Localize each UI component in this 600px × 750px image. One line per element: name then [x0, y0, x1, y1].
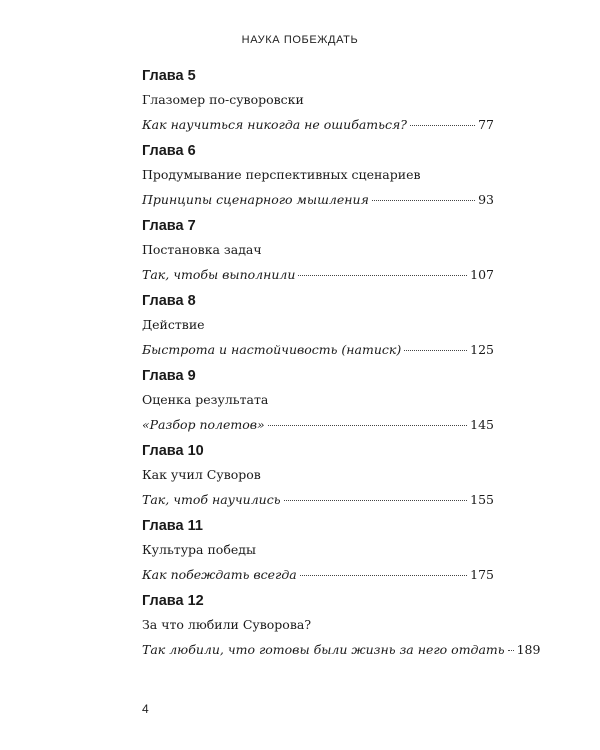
chapter-label: Глава 10 — [142, 443, 204, 459]
dot-leader — [284, 500, 468, 501]
chapter-subtitle: Так, чтобы выполнили — [142, 267, 296, 282]
dot-leader — [404, 350, 467, 351]
page-number: 155 — [470, 492, 494, 507]
page-number: 93 — [478, 192, 494, 207]
chapter-label: Глава 6 — [142, 143, 196, 159]
page-number: 145 — [470, 417, 494, 432]
chapter-subtitle-line — [142, 341, 494, 359]
dot-leader — [410, 125, 475, 126]
chapter-label: Глава 8 — [142, 293, 196, 309]
chapter-subtitle: Так, чтоб научились — [142, 492, 281, 507]
toc-entry-chapter-5 — [142, 66, 494, 141]
toc-entry-chapter-11 — [142, 516, 494, 591]
chapter-label: Глава 5 — [142, 68, 196, 84]
toc-entry-chapter-8 — [142, 291, 494, 366]
chapter-subtitle-line — [142, 641, 541, 659]
page-number: 125 — [470, 342, 494, 357]
dot-leader — [372, 200, 475, 201]
chapter-subtitle-line — [142, 116, 494, 134]
page-number: 77 — [478, 117, 494, 132]
chapter-subtitle: Быстрота и настойчивость (натиск) — [142, 342, 402, 357]
chapter-subtitle-line — [142, 266, 494, 284]
page-number: 175 — [470, 567, 494, 582]
page-folio: 4 — [142, 702, 149, 716]
chapter-subtitle-line — [142, 416, 494, 434]
chapter-subtitle: Принципы сценарного мышления — [142, 192, 369, 207]
running-head: НАУКА ПОБЕЖДАТЬ — [241, 34, 359, 46]
toc-entry-chapter-12 — [142, 591, 541, 666]
chapter-title: Как учил Суворов — [142, 467, 261, 482]
chapter-subtitle: «Разбор полетов» — [142, 417, 265, 432]
chapter-subtitle: Так любили, что готовы были жизнь за него отдать — [142, 642, 505, 657]
toc-entry-chapter-10 — [142, 441, 494, 516]
chapter-title: Оценка результата — [142, 392, 269, 407]
page-number: 107 — [470, 267, 494, 282]
chapter-subtitle: Как научиться никогда не ошибаться? — [142, 117, 407, 132]
chapter-title: Культура победы — [142, 542, 256, 557]
chapter-subtitle-line — [142, 491, 494, 509]
toc-entry-chapter-7 — [142, 216, 494, 291]
page-number: 189 — [516, 642, 541, 657]
chapter-subtitle-line — [142, 566, 494, 584]
table-of-contents — [142, 66, 541, 666]
dot-leader — [508, 650, 514, 651]
dot-leader — [298, 275, 467, 276]
chapter-title: Продумывание перспективных сценариев — [142, 167, 421, 182]
chapter-label: Глава 9 — [142, 368, 196, 384]
chapter-subtitle: Как побеждать всегда — [142, 567, 297, 582]
toc-entry-chapter-6 — [142, 141, 494, 216]
chapter-title: Глазомер по-суворовски — [142, 92, 304, 107]
dot-leader — [300, 575, 467, 576]
chapter-label: Глава 7 — [142, 218, 196, 234]
chapter-label: Глава 12 — [142, 593, 204, 609]
chapter-subtitle-line — [142, 191, 494, 209]
chapter-label: Глава 11 — [142, 518, 203, 534]
chapter-title: За что любили Суворова? — [142, 617, 312, 632]
chapter-title: Действие — [142, 317, 205, 332]
dot-leader — [268, 425, 467, 426]
toc-entry-chapter-9 — [142, 366, 494, 441]
chapter-title: Постановка задач — [142, 242, 262, 257]
